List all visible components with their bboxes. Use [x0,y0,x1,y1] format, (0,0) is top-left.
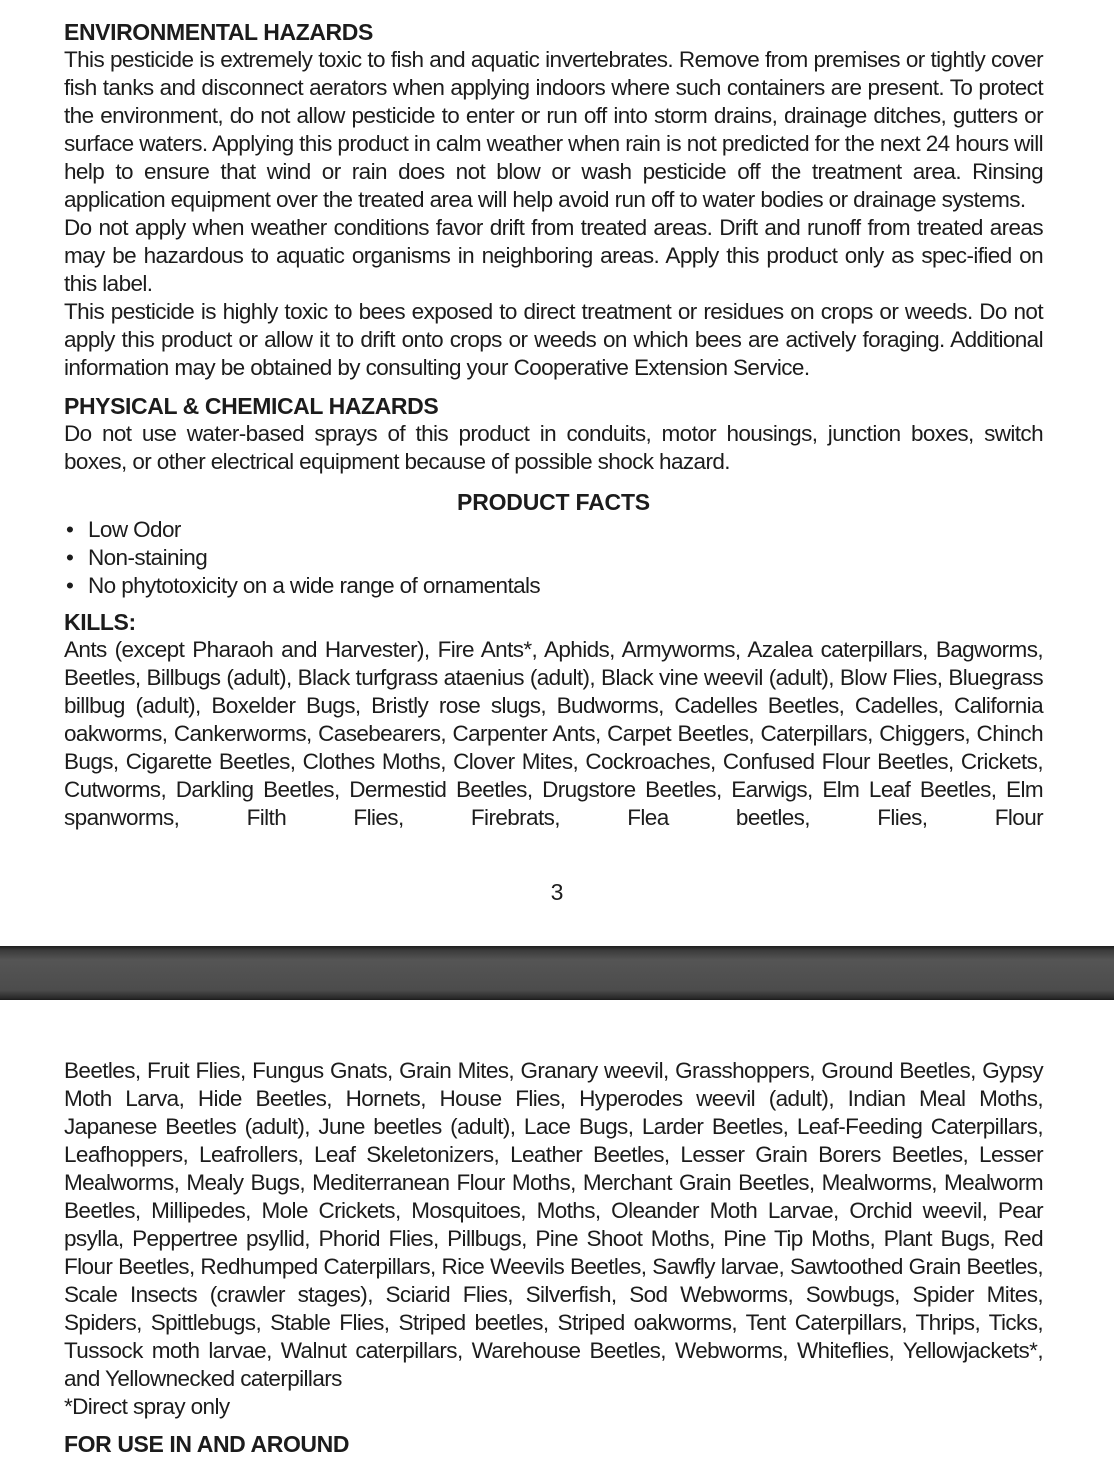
product-fact-item: • Low Odor [66,517,181,542]
direct-spray-footnote: *Direct spray only [64,1394,230,1419]
physical-chemical-hazards-paragraph: Do not use water-based sprays of this product in conduits, motor housings, junction boxes, switch boxes, or other electrical equipment because of possible shock hazard. [64,421,1043,474]
product-fact-item: • No phytotoxicity on a wide range of ornamentals [66,573,541,598]
label-page-4 [0,1057,1114,1421]
environmental-hazards-paragraph-1: This pesticide is extremely toxic to fish and aquatic invertebrates. Remove from premises or tightly cover fish tanks and disconnect aerators when applying indoors where such containers are present. To protect the environment, do not allow pesticide to enter or run off into storm drains, drainage ditches, gutters or surface waters. Applying this product in calm weather when rain is not predicted for the next 24 hours will help to ensure that wind or rain does not blow or wash pesticide off the treatment area. Rinsing application equipment over the treated area will help avoid run off to water bodies or drainage systems. [64,47,1043,212]
environmental-hazards-paragraph-2: Do not apply when weather conditions favor drift from treated areas. Drift and runoff from treated areas may be hazardous to aquatic organisms in neighboring areas. Apply this product only as spec-ified on this label. [64,215,1043,296]
product-fact-item: • Non-staining [66,545,208,570]
environmental-hazards-heading: ENVIRONMENTAL HAZARDS [64,19,373,45]
page-number: 3 [550,879,564,905]
product-facts-heading: PRODUCT FACTS [457,489,650,515]
label-page-3 [0,18,1114,832]
environmental-hazards-paragraph-3: This pesticide is highly toxic to bees exposed to direct treatment or residues on crops or weeds. Do not apply this product or allow it to drift onto crops or weeds on which bees are actively foraging. Additional information may be obtained by consulting your Cooperative Extension Service. [64,299,1043,380]
product-facts-list [64,516,1043,600]
bullet-icon: • [66,517,74,542]
bullet-icon: • [66,573,74,598]
bullet-icon: • [66,545,74,570]
kills-heading: KILLS: [64,609,136,635]
kills-list-part-1: Ants (except Pharaoh and Harvester), Fire Ants*, Aphids, Armyworms, Azalea caterpillars, Bagworms, Beetles, Billbugs (adult), Black turfgrass ataenius (adult), Black vine weevil (adult), Blow Flies, Bluegrass billbug (adult), Boxelder Bugs, Bristly rose slugs, Budworms, Cadelles Beetles, Cadelles, California oakworms, Cankerworms, Casebearers, Carpenter Ants, Carpet Beetles, Caterpillars, Chiggers, Chinch Bugs, Cigarette Beetles, Clothes Moths, Clover Mites, Cockroaches, Confused Flour Beetles, Crickets, Cutworms, Darkling Beetles, Dermestid Beetles, Drugstore Beetles, Earwigs, Elm Leaf Beetles, Elm spanworms, Filth Flies, Firebrats, Flea beetles, Flies, Flour [64,637,1043,830]
for-use-heading-cut-off: FOR USE IN AND AROUND [64,1431,350,1457]
page-separator-bar [0,946,1114,1000]
kills-list-part-2: Beetles, Fruit Flies, Fungus Gnats, Grain Mites, Granary weevil, Grasshoppers, Ground Beetles, Gypsy Moth Larva, Hide Beetles, Hornets, House Flies, Hyperodes weevil (adult), Indian Meal Moths, Japanese Beetles (adult), June beetles (adult), Lace Bugs, Larder Beetles, Leaf-Feeding Caterpillars, Leafhoppers, Leafrollers, Leaf Skeletonizers, Leather Beetles, Lesser Grain Borers Beetles, Lesser Mealworms, Mealy Bugs, Mediterranean Flour Moths, Merchant Grain Beetles, Mealworms, Mealworm Beetles, Millipedes, Mole Crickets, Mosquitoes, Moths, Oleander Moth Larvae, Orchid weevil, Pear psylla, Peppertree psyllid, Phorid Flies, Pillbugs, Pine Shoot Moths, Pine Tip Moths, Plant Bugs, Red Flour Beetles, Redhumped Caterpillars, Rice Weevils Beetles, Sawfly larvae, Sawtoothed Grain Beetles, Scale Insects (crawler stages), Sciarid Flies, Silverfish, Sod Webworms, Sowbugs, Spider Mites, Spiders, Spittlebugs, Stable Flies, Striped beetles, Striped oakworms, Tent Caterpillars, Thrips, Ticks, Tussock moth larvae, Walnut caterpillars, Warehouse Beetles, Webworms, Whiteflies, Yellowjackets*, and Yellownecked caterpillars [64,1058,1043,1391]
physical-chemical-hazards-heading: PHYSICAL & CHEMICAL HAZARDS [64,393,439,419]
